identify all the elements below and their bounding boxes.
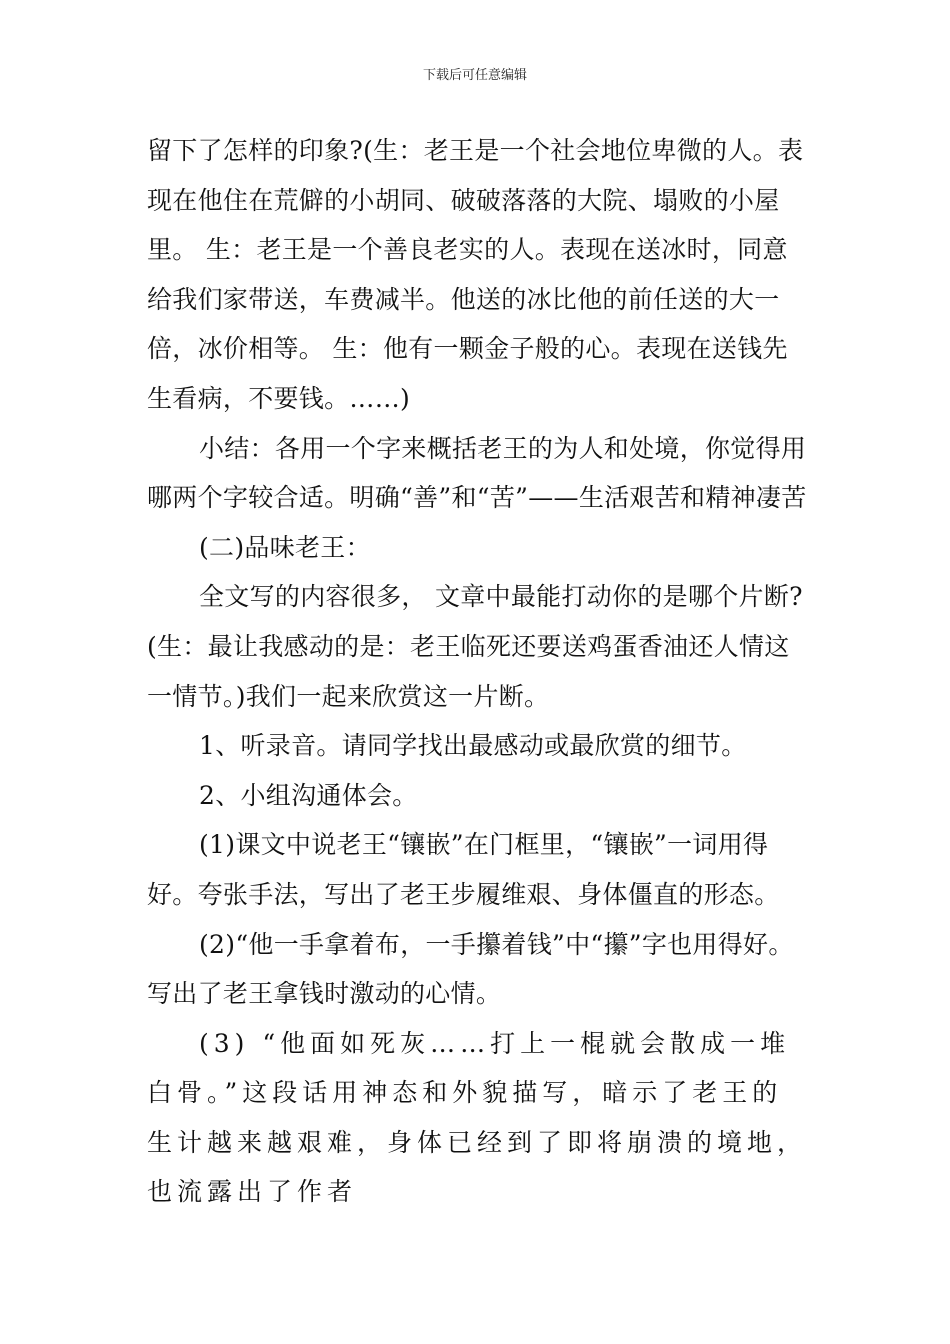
paragraph-summary: 小结：各用一个字来概括老王的为人和处境，你觉得用哪两个字较合适。明确“善”和“苦”——生活艰苦和精神凄苦	[147, 433, 807, 513]
paragraph-student-impressions: 留下了怎样的印象?(生：老王是一个社会地位卑微的人。表现在他住在荒僻的小胡同、破破落落的大院、塌败的小屋里。 生：老王是一个善良老实的人。表现在送冰时，同意给我们家带送，车费减半。他送的冰比他的前任送的大一倍，冰价相等。 生：他有一颗金子般的心。表现在送钱先生看病，不要钱。……)	[147, 136, 804, 413]
paragraph-touching-passage: 全文写的内容很多， 文章中最能打动你的是哪个片断?(生：最让我感动的是：老王临死还要送鸡蛋香油还人情这一情节。)我们一起来欣赏这一片断。	[147, 582, 803, 711]
document-body	[147, 126, 807, 1217]
point-3-face-like-ash: (3) “他面如死灰……打上一棍就会散成一堆白骨。”这段话用神态和外貌描写，暗示了老王的生计越来越艰难，身体已经到了即将崩溃的境地，也流露出了作者	[147, 1028, 808, 1207]
step-listen-recording: 1、听录音。请同学找出最感动或最欣赏的细节。	[199, 731, 747, 761]
step-group-discussion: 2、小组沟通体会。	[199, 780, 418, 810]
page-header: 下载后可任意编辑	[422, 68, 527, 83]
point-2-clutching: (2)“他一手拿着布，一手攥着钱”中“攥”字也用得好。写出了老王拿钱时激动的心情。	[147, 929, 794, 1009]
section-heading-savor-laowang: (二)品味老王：	[199, 532, 371, 562]
point-1-inlaid: (1)课文中说老王“镶嵌”在门框里，“镶嵌”一词用得好。夸张手法，写出了老王步履维艰、身体僵直的形态。	[147, 830, 780, 909]
